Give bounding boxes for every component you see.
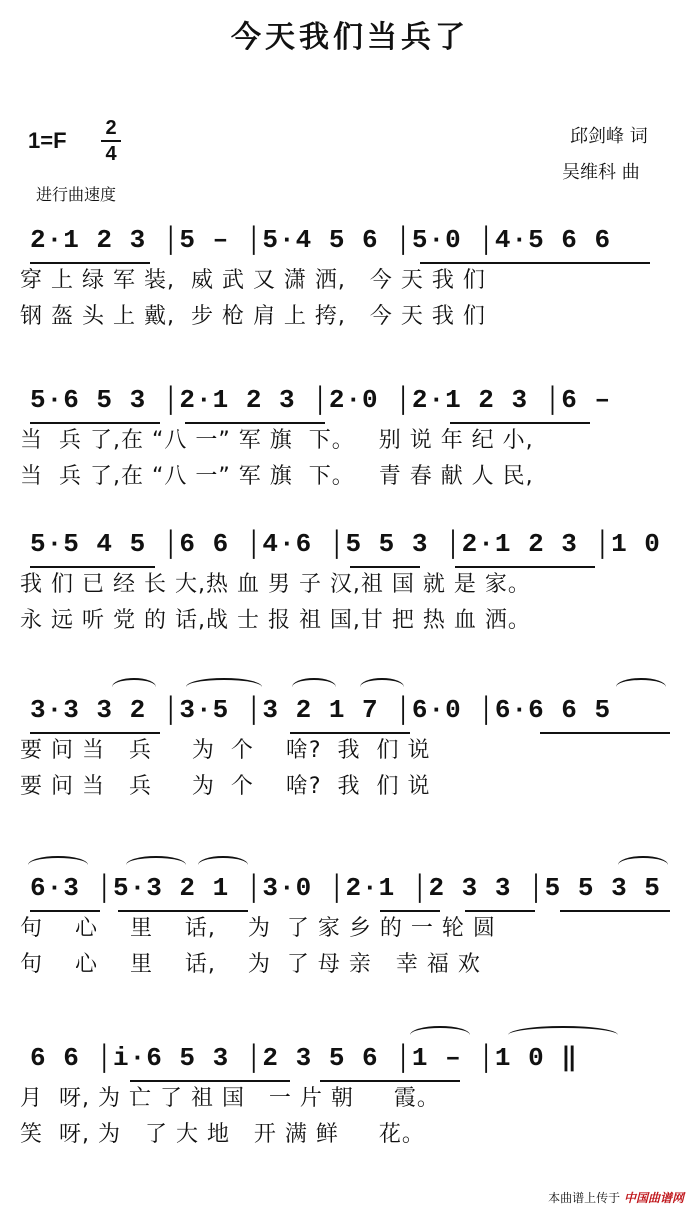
notation-line: 2·1 2 3 │5 – │5·4 5 6 │5·0 │4·5 6 6 xyxy=(30,225,612,255)
lyric-line-1: 要 问 当 兵 为 个 啥? 我 们 说 xyxy=(20,738,431,763)
music-system-2 xyxy=(0,382,700,532)
lyric-line-2: 句 心 里 话, 为 了 母 亲 幸 福 欢 xyxy=(20,952,481,977)
underline-beam xyxy=(450,422,590,424)
underline-beam xyxy=(30,732,160,734)
notation-line: 5·5 4 5 │6 6 │4·6 │5 5 3 │2·1 2 3 │1 0 xyxy=(30,529,661,559)
lyricist-credit: 邱剑峰 词 xyxy=(570,126,648,147)
time-signature-top: 2 xyxy=(105,117,117,139)
site-footer xyxy=(548,1189,684,1206)
notation-line: 6 6 │i·6 5 3 │2 3 5 6 │1 – │1 0 ‖ xyxy=(30,1043,578,1073)
music-system-4 xyxy=(0,692,700,842)
underline-beam xyxy=(465,910,535,912)
lyric-line-2: 要 问 当 兵 为 个 啥? 我 们 说 xyxy=(20,774,431,799)
site-logo[interactable]: 中国曲谱网 xyxy=(623,1191,684,1205)
notation-line: 3·3 3 2 │3·5 │3 2 1 7 │6·0 │6·6 6 5 xyxy=(30,695,612,725)
underline-beam xyxy=(118,910,248,912)
music-system-3 xyxy=(0,526,700,676)
footer-text: 本曲谱上传于 xyxy=(548,1191,621,1205)
lyric-line-2: 笑 呀, 为 了 大 地 开 满 鲜 花。 xyxy=(20,1122,425,1147)
key-signature: 1=F xyxy=(28,128,67,153)
time-signature-bottom: 4 xyxy=(105,143,117,165)
lyric-line-1: 穿 上 绿 军 装, 威 武 又 潇 洒, 今 天 我 们 xyxy=(20,268,486,293)
tempo-marking: 进行曲速度 xyxy=(36,185,117,204)
underline-beam xyxy=(540,732,670,734)
underline-beam xyxy=(290,732,410,734)
notation-line: 6·3 │5·3 2 1 │3·0 │2·1 │2 3 3 │5 5 3 5 xyxy=(30,873,661,903)
slur xyxy=(616,678,666,696)
underline-beam xyxy=(455,566,595,568)
underline-beam xyxy=(30,262,150,264)
underline-beam xyxy=(30,566,155,568)
underline-beam xyxy=(560,910,670,912)
music-system-6 xyxy=(0,1040,700,1190)
notation-line: 5·6 5 3 │2·1 2 3 │2·0 │2·1 2 3 │6 – xyxy=(30,385,612,415)
music-system-5 xyxy=(0,870,700,1020)
lyric-line-1: 我 们 已 经 长 大,热 血 男 子 汉,祖 国 就 是 家。 xyxy=(20,572,531,597)
lyric-line-1: 当 兵 了,在 “八 一” 军 旗 下。 别 说 年 纪 小, xyxy=(20,428,534,453)
music-system-1 xyxy=(0,222,700,372)
underline-beam xyxy=(30,422,160,424)
lyric-line-1: 句 心 里 话, 为 了 家 乡 的 一 轮 圆 xyxy=(20,916,496,941)
lyric-line-1: 月 呀, 为 亡 了 祖 国 一 片 朝 霞。 xyxy=(20,1086,440,1111)
score-title: 今天我们当兵了 xyxy=(231,20,469,55)
underline-beam xyxy=(380,910,440,912)
underline-beam xyxy=(420,262,650,264)
lyric-line-2: 当 兵 了,在 “八 一” 军 旗 下。 青 春 献 人 民, xyxy=(20,464,534,489)
composer-credit: 吴维科 曲 xyxy=(562,162,640,183)
underline-beam xyxy=(320,1080,460,1082)
underline-beam xyxy=(350,566,420,568)
underline-beam xyxy=(185,422,325,424)
lyric-line-2: 钢 盔 头 上 戴, 步 枪 肩 上 挎, 今 天 我 们 xyxy=(20,304,486,329)
underline-beam xyxy=(30,910,100,912)
time-signature-line xyxy=(101,140,121,142)
lyric-line-2: 永 远 听 党 的 话,战 士 报 祖 国,甘 把 热 血 洒。 xyxy=(20,608,531,633)
underline-beam xyxy=(130,1080,290,1082)
